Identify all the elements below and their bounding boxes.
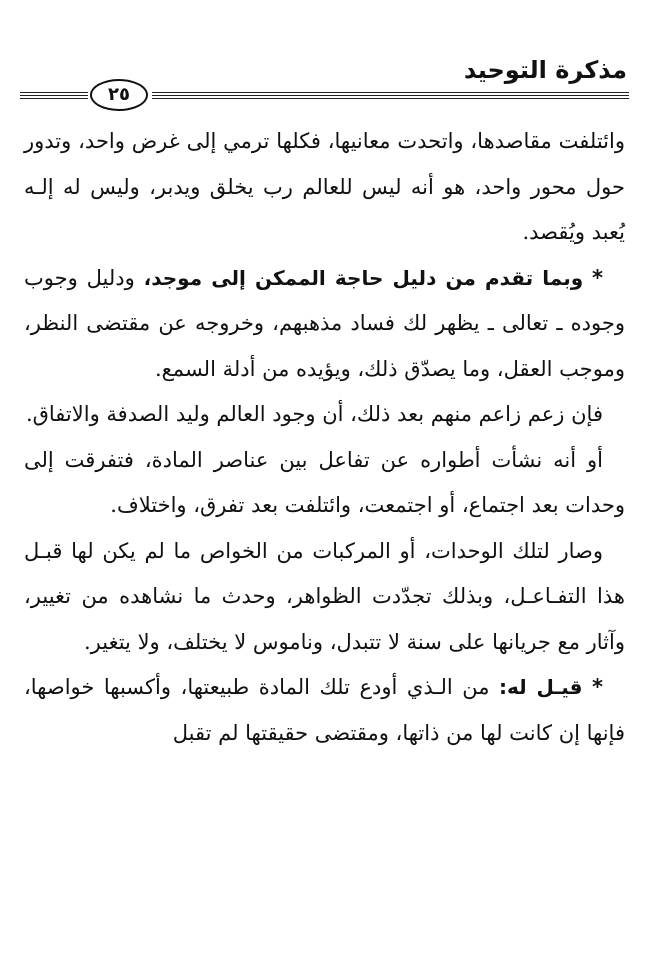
paragraph-5 xyxy=(24,529,625,666)
star-marker: * xyxy=(592,265,603,290)
running-title: مذكرة التوحيد xyxy=(463,56,627,84)
paragraph-1 xyxy=(24,119,625,256)
star-marker: * xyxy=(592,675,603,699)
body-text xyxy=(24,119,625,756)
paragraph-text: وائتلفت مقاصدها، واتحدت معانيها، فكلها ترمي إلى غرض واحد، وتدور حول محور واحد، هو أنه ليس للعالم رب يخلق ويدبر، وليس له إلـه يُعبد ويُقصد. xyxy=(24,129,625,244)
header-rule-right xyxy=(152,92,629,99)
paragraph-lead: قيـل له: xyxy=(499,675,583,699)
paragraph-6 xyxy=(24,665,625,756)
paragraph-4 xyxy=(24,438,625,529)
paragraph-lead: وبما تقدم من دليل حاجة الممكن إلى موجد، xyxy=(143,265,584,290)
paragraph-text: أو أنه نشأت أطواره عن تفاعل بين عناصر المادة، فتفرقت إلى وحدات بعد اجتماع، أو اجتمعت، وائتلفت بعد تفرق، واختلاف. xyxy=(24,447,625,517)
header-rule-left xyxy=(20,92,88,99)
paragraph-text: وصار لتلك الوحدات، أو المركبات من الخواص ما لم يكن لها قبـل هذا التفـاعـل، وبذلك تجدّدت الظواهر، وحدث ما نشاهده من تغيير، وآثار مع جريانها على سنة لا تتبدل، وناموس لا يختلف، ولا يتغير. xyxy=(24,538,625,654)
paragraph-2 xyxy=(24,256,625,393)
page-header xyxy=(20,52,629,108)
paragraph-text: فإن زعم زاعم منهم بعد ذلك، أن وجود العالم وليد الصدفة والاتفاق. xyxy=(25,402,603,426)
page-number-badge: ٢٥ xyxy=(90,79,148,111)
paragraph-text: ودليل وجوب وجوده ـ تعالى ـ يظهر لك فساد مذهبهم، وخروجه عن مقتضى النظر، وموجب العقل، وما يصدّق ذلك، ويؤيده من أدلة السمع. xyxy=(24,265,625,381)
paragraph-text: من الـذي أودع تلك المادة طبيعتها، وأكسبها خواصها، فإنها إن كانت لها من ذاتها، ومقتضى حقيقتها لم تقبل xyxy=(24,675,625,745)
paragraph-3 xyxy=(24,392,625,438)
